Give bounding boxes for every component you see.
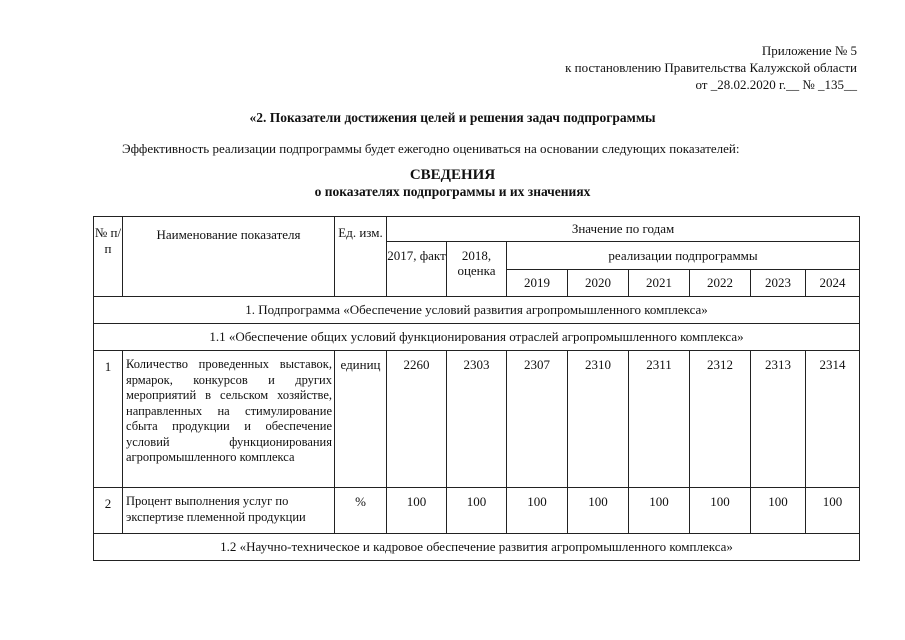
row-value: 2311: [629, 351, 690, 488]
intro-text: Эффективность реализации подпрограммы будет ежегодно оцениваться на основании следующих показателей:: [122, 141, 740, 156]
header-year: 2021: [629, 270, 690, 297]
row-value: 100: [751, 488, 806, 534]
header-year-2018: 2018, оценка: [447, 242, 507, 297]
row-value: 2314: [806, 351, 860, 488]
header-year: 2023: [751, 270, 806, 297]
row-value: 2260: [387, 351, 447, 488]
header-year-2017: 2017, факт: [387, 242, 447, 297]
row-value: 100: [629, 488, 690, 534]
row-value: 100: [447, 488, 507, 534]
row-value: 2307: [507, 351, 568, 488]
annex-block: [565, 42, 857, 93]
table-title: СВЕДЕНИЯ: [409, 167, 496, 183]
row-index: 2: [94, 488, 123, 534]
annex-line-2: к постановлению Правительства Калужской области: [565, 60, 857, 75]
row-value: 2310: [568, 351, 629, 488]
table-row: [94, 351, 860, 488]
header-unit: Ед. изм.: [335, 217, 387, 297]
section-heading: «2. Показатели достижения целей и решения задач подпрограммы: [249, 110, 656, 125]
section-row-1-1: 1.1 «Обеспечение общих условий функционирования отраслей агропромышленного комплекса»: [94, 324, 860, 351]
row-unit: единиц: [335, 351, 387, 488]
row-index: 1: [94, 351, 123, 488]
header-year: 2020: [568, 270, 629, 297]
header-name: Наименование показателя: [123, 217, 335, 297]
row-value: 100: [690, 488, 751, 534]
row-unit: %: [335, 488, 387, 534]
section-row-1-2: 1.2 «Научно-техническое и кадровое обеспечение развития агропромышленного комплекса»: [94, 534, 860, 561]
row-name: Процент выполнения услуг по экспертизе племенной продукции: [123, 488, 335, 534]
annex-line-1: Приложение № 5: [761, 43, 857, 58]
header-number: № п/п: [94, 217, 123, 297]
table-row: [94, 488, 860, 534]
indicators-table: [93, 216, 860, 561]
row-value: 100: [806, 488, 860, 534]
row-name: Количество проведенных выставок, ярмарок, конкурсов и других мероприятий в сельском хозяйстве, направленных на стимулирование сбыта продукции и обеспечение условий функционирования агропромышленного комплекса: [123, 351, 335, 488]
header-values-by-year: Значение по годам: [387, 217, 860, 242]
table-subtitle: о показателях подпрограммы и их значениях: [314, 184, 591, 199]
subprogram-row: 1. Подпрограмма «Обеспечение условий развития агропромышленного комплекса»: [94, 297, 860, 324]
header-year: 2019: [507, 270, 568, 297]
row-value: 100: [568, 488, 629, 534]
header-implementation: реализации подпрограммы: [507, 242, 860, 270]
row-value: 100: [507, 488, 568, 534]
header-year: 2024: [806, 270, 860, 297]
annex-line-3: от _28.02.2020 г.__ № _135__: [695, 77, 857, 92]
header-year: 2022: [690, 270, 751, 297]
row-value: 2312: [690, 351, 751, 488]
row-value: 100: [387, 488, 447, 534]
row-value: 2313: [751, 351, 806, 488]
row-value: 2303: [447, 351, 507, 488]
